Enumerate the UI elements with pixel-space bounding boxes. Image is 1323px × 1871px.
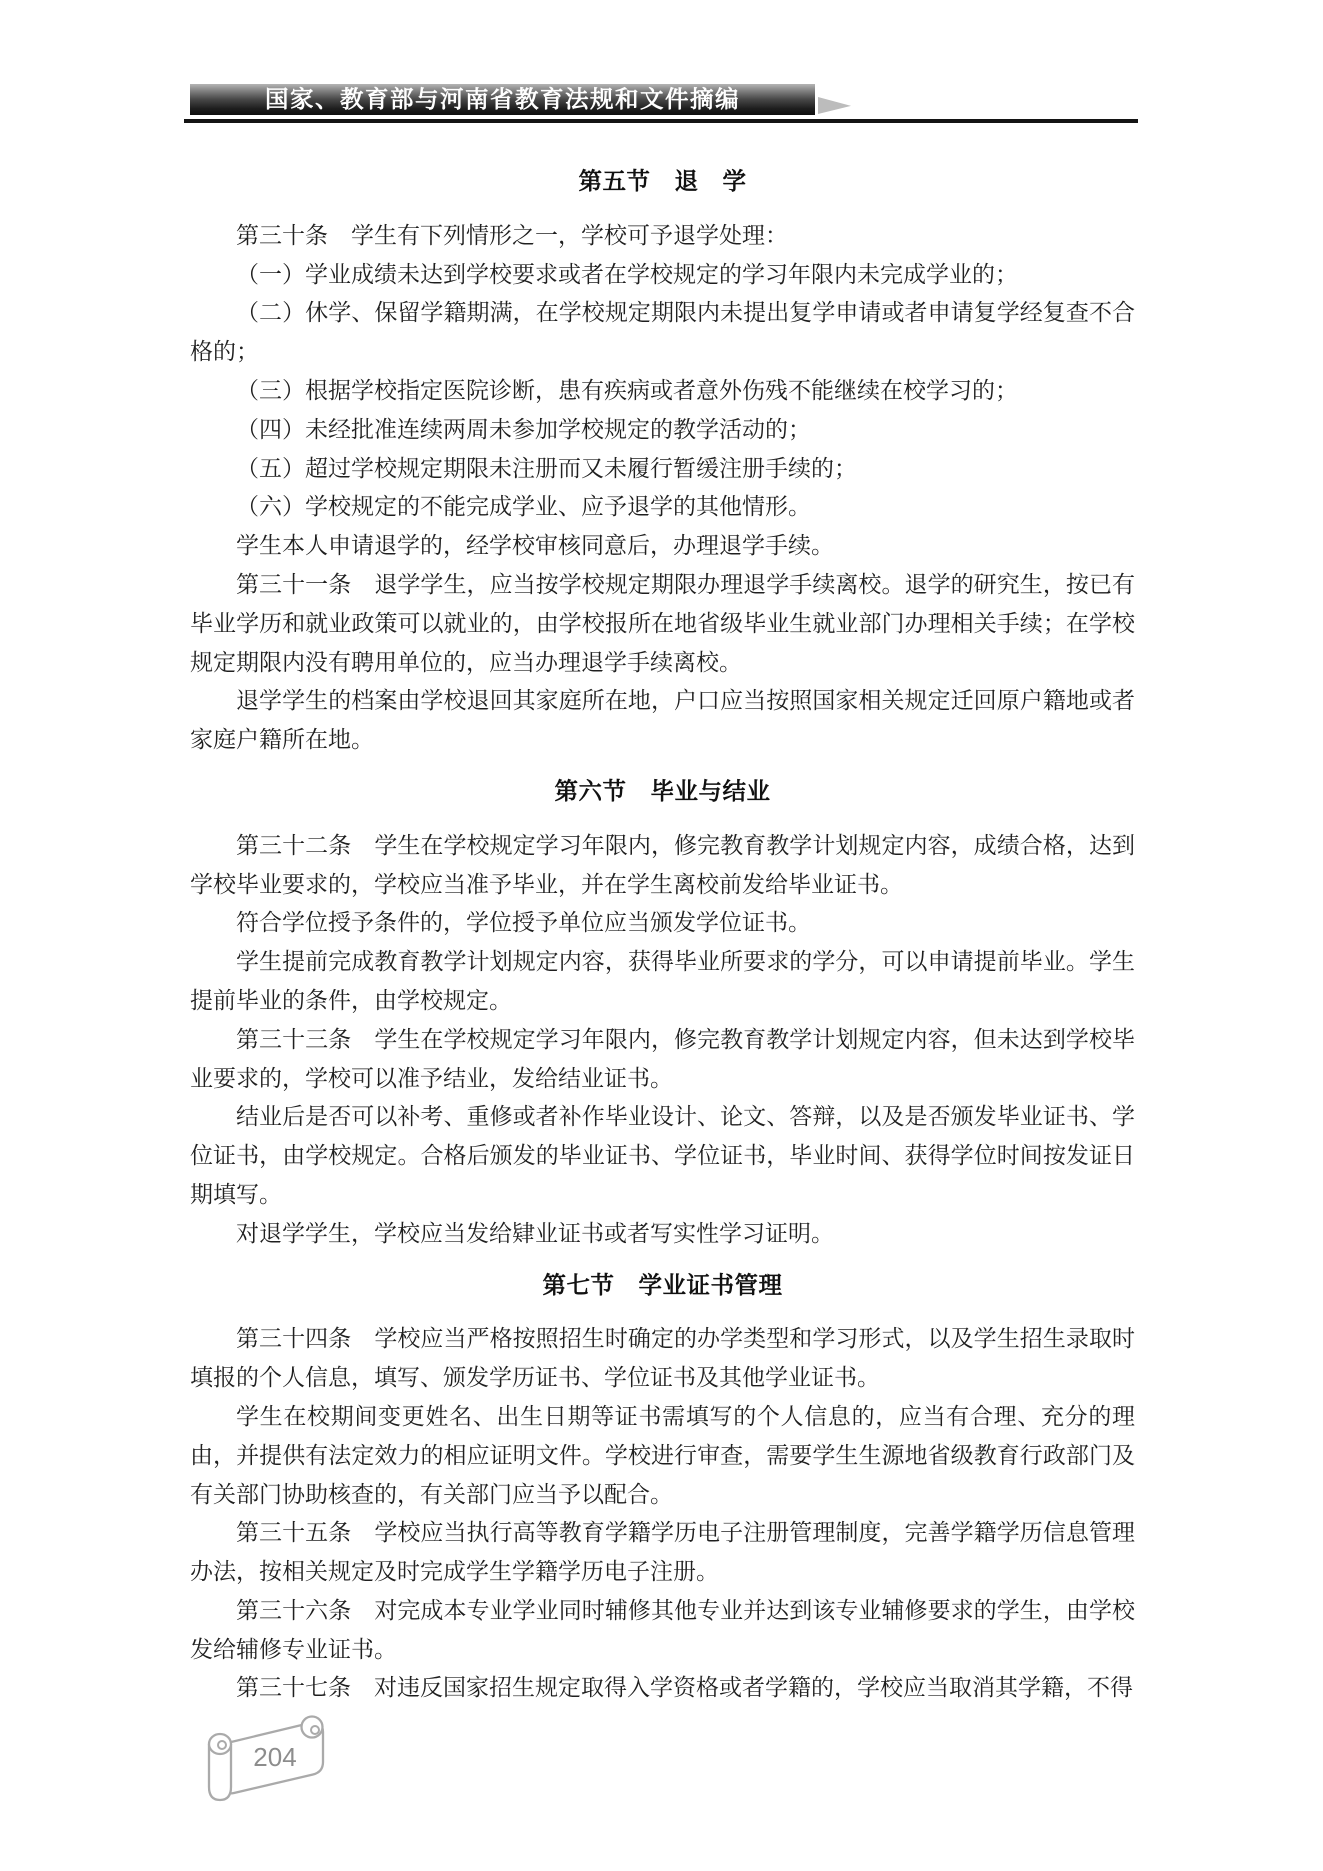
paragraph: （一）学业成绩未达到学校要求或者在学校规定的学习年限内未完成学业的；	[236, 261, 1018, 287]
banner-title: 国家、教育部与河南省教育法规和文件摘编	[265, 86, 740, 112]
paragraph: 退学学生的档案由学校退回其家庭所在地，户口应当按照国家相关规定迁回原户籍地或者家庭户籍所在地。	[190, 688, 1135, 753]
header-rule	[184, 119, 1138, 123]
paragraph: （三）根据学校指定医院诊断，患有疾病或者意外伤残不能继续在校学习的；	[236, 377, 1018, 403]
paragraph: 结业后是否可以补考、重修或者补作毕业设计、论文、答辩，以及是否颁发毕业证书、学位证书，由学校规定。合格后颁发的毕业证书、学位证书，毕业时间、获得学位时间按发证日期填写。	[190, 1104, 1135, 1207]
page-number: 204	[253, 1742, 297, 1772]
paragraph: 学生提前完成教育教学计划规定内容，获得毕业所要求的学分，可以申请提前毕业。学生提前毕业的条件，由学校规定。	[190, 949, 1135, 1013]
paragraph: 符合学位授予条件的，学位授予单位应当颁发学位证书。	[236, 910, 811, 936]
section-1	[190, 162, 1135, 760]
paragraph: 第三十二条 学生在学校规定学习年限内，修完教育教学计划规定内容，成绩合格，达到学校毕业要求的，学校应当准予毕业，并在学生离校前发给毕业证书。	[190, 832, 1135, 897]
section-title: 第六节 毕业与结业	[554, 777, 771, 804]
paragraph: 学生本人申请退学的，经学校审核同意后，办理退学手续。	[236, 533, 834, 559]
paragraph: 第三十条 学生有下列情形之一，学校可予退学处理：	[236, 222, 788, 248]
paragraph: 第三十三条 学生在学校规定学习年限内，修完教育教学计划规定内容，但未达到学校毕业要求的，学校可以准予结业，发给结业证书。	[190, 1026, 1135, 1091]
paragraph: （四）未经批准连续两周未参加学校规定的教学活动的；	[236, 416, 811, 442]
header-banner	[190, 84, 815, 115]
paragraph: 第三十七条 对违反国家招生规定取得入学资格或者学籍的，学校应当取消其学籍，不得	[236, 1675, 1133, 1701]
document-content	[190, 162, 1135, 1708]
section-3	[190, 1266, 1135, 1709]
paragraph: （二）休学、保留学籍期满，在学校规定期限内未提出复学申请或者申请复学经复查不合格的；	[190, 300, 1135, 365]
section-title: 第五节 退 学	[578, 168, 747, 194]
banner-arrow-icon	[818, 97, 851, 114]
section-title: 第七节 学业证书管理	[542, 1271, 783, 1298]
section-2	[190, 772, 1135, 1254]
paragraph: 学生在校期间变更姓名、出生日期等证书需填写的个人信息的，应当有合理、充分的理由，并提供有法定效力的相应证明文件。学校进行审查，需要学生生源地省级教育行政部门及有关部门协助核查的，有关部门应当予以配合。	[190, 1403, 1135, 1507]
paragraph: 对退学学生，学校应当发给肄业证书或者写实性学习证明。	[236, 1220, 834, 1246]
paragraph: （五）超过学校规定期限未注册而又未履行暂缓注册手续的；	[236, 455, 857, 481]
paragraph: 第三十五条 学校应当执行高等教育学籍学历电子注册管理制度，完善学籍学历信息管理办法，按相关规定及时完成学生学籍学历电子注册。	[190, 1520, 1135, 1585]
paragraph: 第三十四条 学校应当严格按照招生时确定的办学类型和学习形式，以及学生招生录取时填报的个人信息，填写、颁发学历证书、学位证书及其他学业证书。	[190, 1326, 1135, 1391]
paragraph: 第三十六条 对完成本专业学业同时辅修其他专业并达到该专业辅修要求的学生，由学校发给辅修专业证书。	[190, 1597, 1135, 1662]
paragraph: 第三十一条 退学学生，应当按学校规定期限办理退学手续离校。退学的研究生，按已有毕业学历和就业政策可以就业的，由学校报所在地省级毕业生就业部门办理相关手续；在学校规定期限内没有聘用单位的，应当办理退学手续离校。	[190, 571, 1135, 675]
paragraph: （六）学校规定的不能完成学业、应予退学的其他情形。	[236, 494, 811, 520]
footer-scroll-icon	[202, 1712, 332, 1814]
